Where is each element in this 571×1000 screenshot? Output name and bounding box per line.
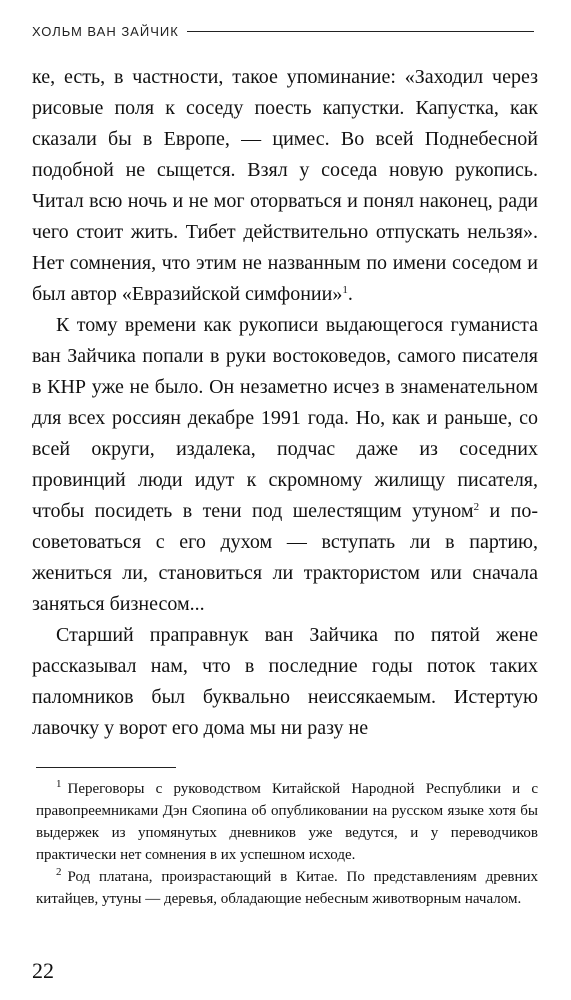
footnote-1-text: Переговоры с руководством Китайской Народной Республики и с правопреемниками Дэн Сяопина об опубликовании на русском языке хотя бы выдержек из упомянутых дневников уже ведутся, и у переводчиков практически нет сомнения в их успешном исходе. — [36, 781, 538, 863]
paragraph-3 — [32, 620, 538, 744]
running-head-rule — [187, 31, 534, 32]
page-number: 22 — [32, 958, 54, 983]
paragraph-2-text-a: К тому времени как рукописи выдающегося гуманиста ван Зайчика попали в руки востоковедов, самого писателя в КНР уже не было. Он незаметно исчез в знаменательном для всех россиян декабре 1991 года. Но, как и раньше, со всей округи, издалека, подчас даже из соседних провинций люди идут к скромному жилищу писателя, чтобы посидеть в тени под шелестящим утуном — [32, 314, 538, 522]
footnote-2-text: Род платана, произрастающий в Китае. По представлениям древних китайцев, утуны — деревья, обладающие небесным животворным началом. — [36, 869, 538, 907]
running-head-title: ХОЛЬМ ВАН ЗАЙЧИК — [32, 24, 179, 39]
paragraph-3-text: Старший праправнук ван Зайчика по пятой жене рассказывал нам, что в последние годы поток таких паломников был буквально неиссякаемым. Истертую лавочку у ворот его дома мы ни разу не — [32, 624, 538, 739]
main-text — [32, 62, 538, 744]
paragraph-1: ке, есть, в частности, такое упоминание: «Заходил через рисовые поля к соседу поесть капустки. Капустка, как сказали бы в Европе, — цимес. Во всей Поднебесной подобной не сыщется. Взял у соседа новую рукопись. Читал всю ночь и не мог оторваться и понял наконец, ради чего стоит жить. Тибет действительно отпускать нельзя». Нет сомнения, что этим не названным по имени соседом и был автор «Евразийской симфонии»$^1$. — [32, 66, 538, 305]
footnote-1 — [36, 778, 538, 866]
footnote-1-mark: 1 — [56, 778, 62, 790]
paragraph-2 — [32, 310, 538, 620]
footnote-ref-2: 2 — [473, 501, 480, 513]
footnotes — [36, 778, 538, 910]
footnote-2 — [36, 866, 538, 910]
paragraph-2-text-b: и посоветоваться с его духом — вступать ли в партию, жениться ли, становиться ли трактористом или сначала заняться бизнесом... — [32, 500, 539, 615]
footnote-2-mark: 2 — [56, 866, 62, 878]
running-head — [32, 24, 534, 39]
footnote-ref-1: 1 — [342, 284, 348, 296]
paragraph-1-text: ке, есть, в частности, такое упоминание: «Заходил через рисовые поля к соседу поесть капустки. Капустка, как сказали бы в Европе, — цимес. Во всей Поднебесной подобной не сыщется. Взял у соседа новую рукопись. Читал всю ночь и не мог оторваться и понял наконец, ради чего стоит жить. Тибет действительно отпускать нельзя». Нет сомнения, что этим не названным по имени соседом и был автор «Евразийской симфонии» — [32, 66, 538, 305]
footnote-divider — [36, 767, 176, 768]
